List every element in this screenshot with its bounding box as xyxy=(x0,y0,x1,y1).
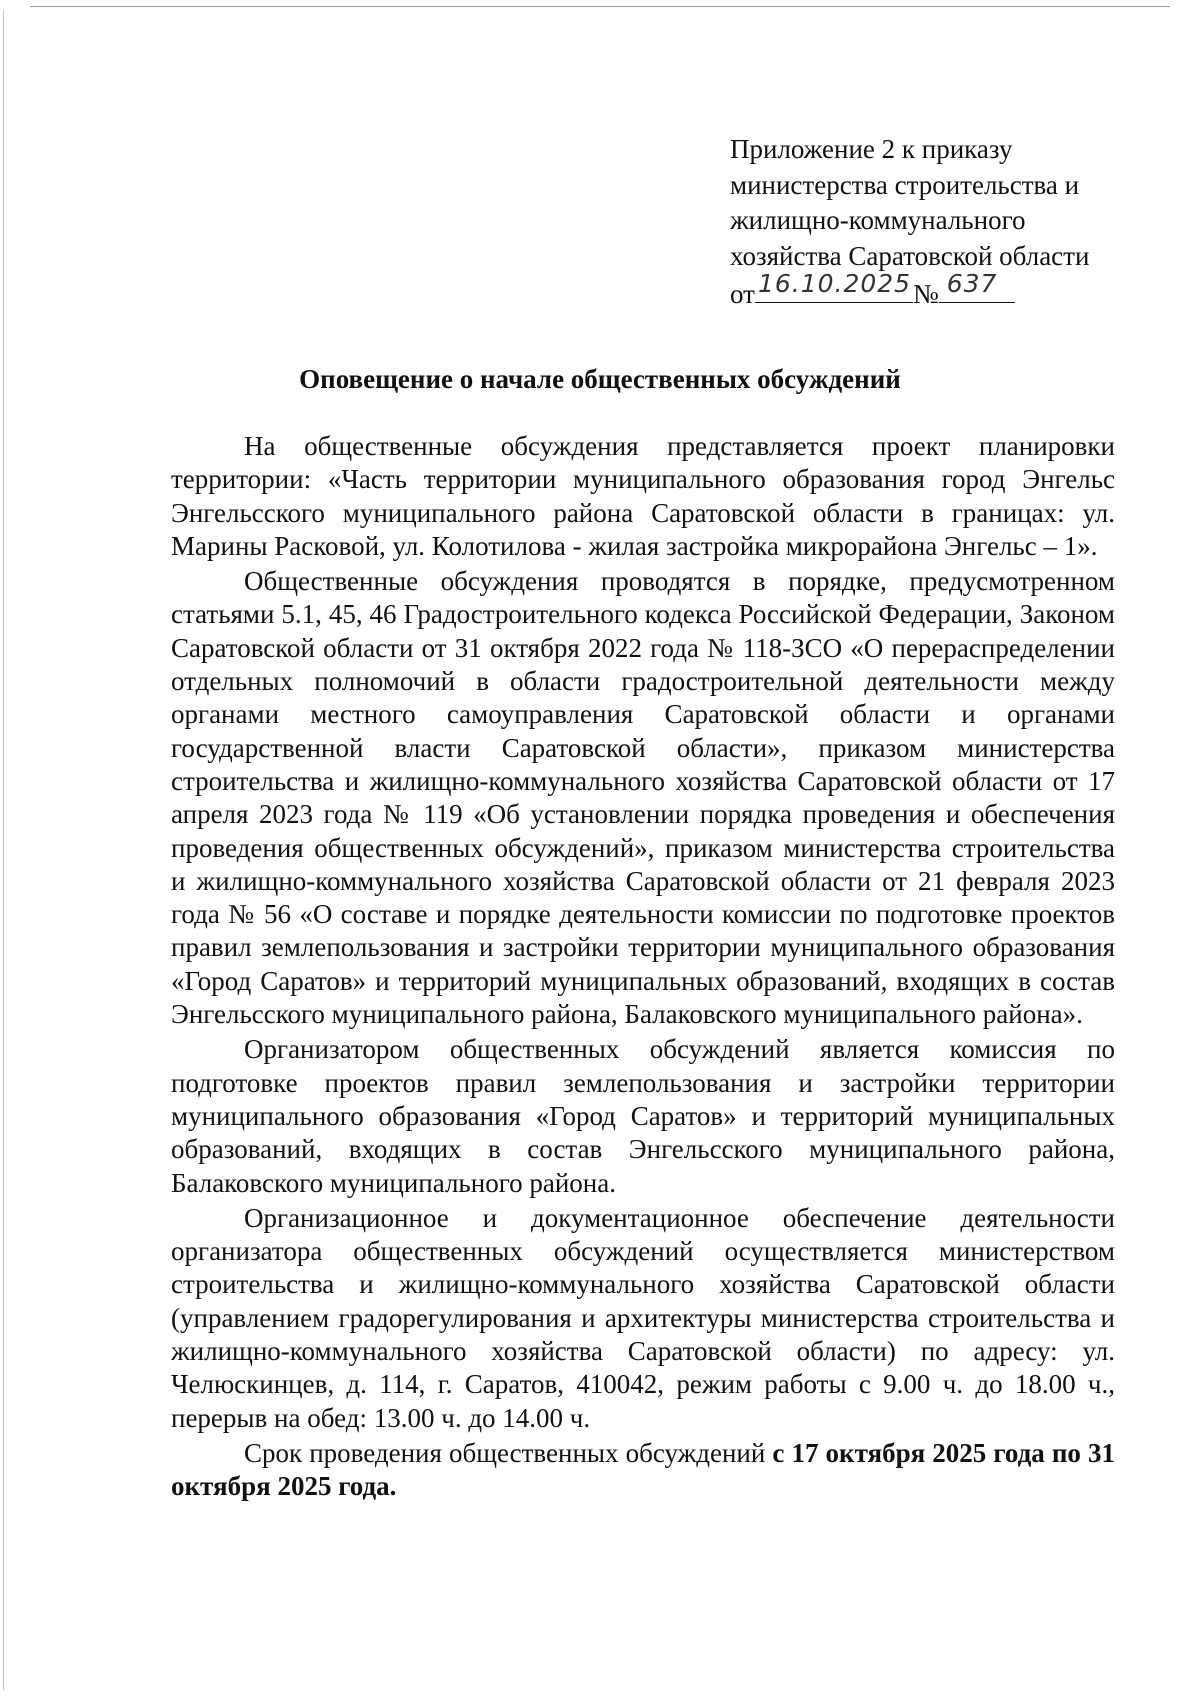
paragraph-project: На общественные обсуждения представляется проект планировки территории: «Часть территории муниципального образования город Энгельс Энгельсского муниципального района Саратовской области в границах: ул. Марины Расковой, ул. Колотилова - жилая застройка микрорайона Энгельс – 1». xyxy=(171,431,1115,561)
paragraph-term xyxy=(171,1437,1115,1504)
appendix-line-1: Приложение 2 к приказу xyxy=(730,134,1013,164)
date-blank xyxy=(755,268,913,303)
document-title: Оповещение о начале общественных обсуждений xyxy=(299,364,901,394)
number-label: № xyxy=(912,279,939,309)
scan-top-edge xyxy=(30,6,1170,7)
appendix-stamp xyxy=(730,132,1150,313)
paragraph-legal-basis: Общественные обсуждения проводятся в порядке, предусмотренном статьями 5.1, 45, 46 Градостроительного кодекса Российской Федерации, Законом Саратовской области от 31 октября 2022 года № 118-ЗСО «О перераспределении отдельных полномочий в области градостроительной деятельности между органами местного самоуправления Саратовской области и органами государственной власти Саратовской области», приказом министерства строительства и жилищно-коммунального хозяйства Саратовской области от 17 апреля 2023 года № 119 «Об установлении порядка проведения и обеспечения проведения общественных обсуждений», приказом министерства строительства и жилищно-коммунального хозяйства Саратовской области от 21 февраля 2023 года № 56 «О составе и порядке деятельности комиссии по подготовке проектов правил землепользования и застройки территории муниципального образования «Город Саратов» и территорий муниципальных образований, входящих в состав Энгельсского муниципального района, Балаковского муниципального района». xyxy=(171,566,1115,1030)
handwritten-number: 637 xyxy=(946,268,998,298)
document-body xyxy=(171,430,1115,1504)
appendix-line-2: министерства строительства и xyxy=(730,169,1080,200)
scan-left-edge xyxy=(3,10,4,1690)
appendix-date-line xyxy=(730,268,1150,313)
handwritten-date: 16.10.2025 xyxy=(757,268,912,298)
term-lead: Срок проведения общественных обсуждений xyxy=(244,1437,773,1468)
appendix-line-4: хозяйства Саратовской области xyxy=(730,240,1090,271)
from-label: от xyxy=(730,279,755,309)
paragraph-support: Организационное и документационное обеспечение деятельности организатора общественных обсуждений осуществляется министерством строительства и жилищно-коммунального хозяйства Саратовской области (управлением градорегулирования и архитектуры министерства строительства и жилищно-коммунального хозяйства Саратовской области) по адресу: ул. Челюскинцев, д. 114, г. Саратов, 410042, режим работы с 9.00 ч. до 18.00 ч., перерыв на обед: 13.00 ч. до 14.00 ч. xyxy=(171,1202,1115,1433)
paragraph-organizer: Организатором общественных обсуждений является комиссия по подготовке проектов правил землепользования и застройки территории муниципального образования «Город Саратов» и территорий муниципальных образований, входящих в состав Энгельсского муниципального района, Балаковского муниципального района. xyxy=(171,1034,1115,1198)
number-blank xyxy=(939,268,1015,303)
term-dates: с 17 октября 2025 года по 31 октября 2025 года. xyxy=(171,1437,1115,1502)
appendix-line-3: жилищно-коммунального xyxy=(730,205,1026,235)
